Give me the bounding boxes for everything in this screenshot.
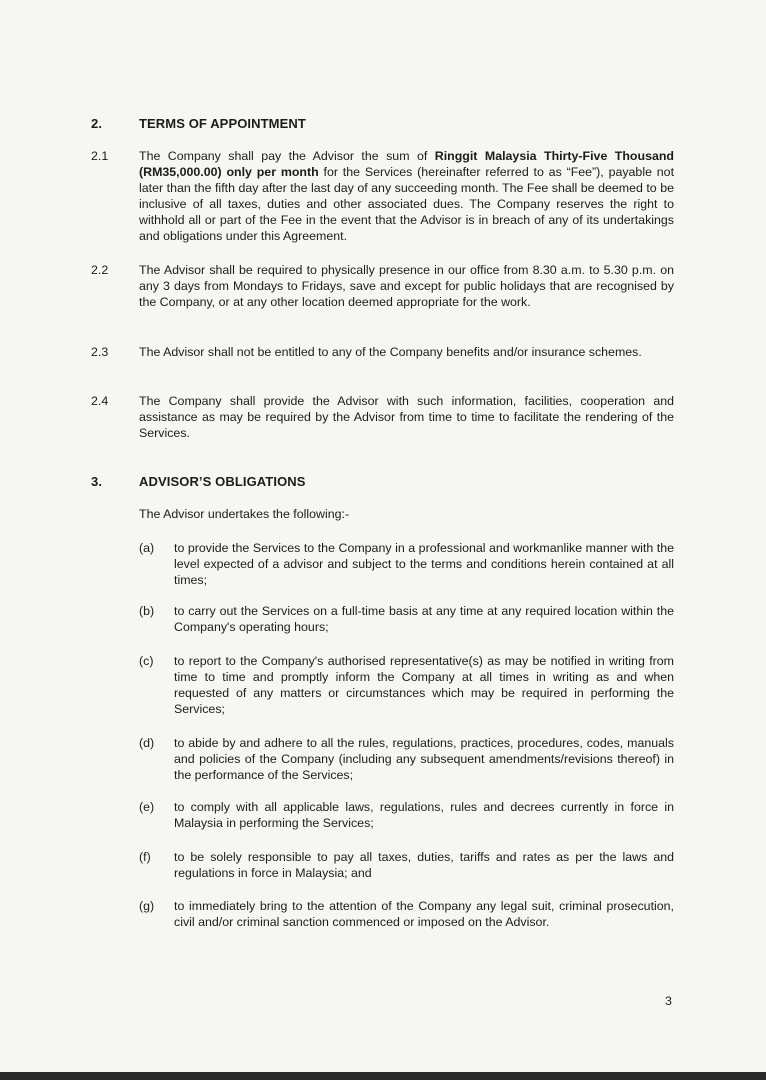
obligation-item-c xyxy=(139,653,674,717)
section-3-heading xyxy=(91,474,306,489)
item-label: (d) xyxy=(139,736,155,750)
obligation-item-f xyxy=(139,849,674,881)
section-3-intro: The Advisor undertakes the following:- xyxy=(139,507,350,521)
section-number: 3. xyxy=(91,474,103,489)
item-label: (c) xyxy=(139,654,154,668)
bottom-edge-bar xyxy=(0,1072,766,1080)
clause-number: 2.3 xyxy=(91,345,109,359)
section-2-heading xyxy=(91,116,306,131)
clause-text: The Company shall provide the Advisor with such information, facilities, cooperation and assistance as may be required by the Advisor from time to time to facilitate the rendering of the Services. xyxy=(139,394,674,440)
obligation-item-d xyxy=(139,735,674,783)
item-text: to comply with all applicable laws, regulations, rules and decrees currently in force in Malaysia in performing the Services; xyxy=(174,800,674,830)
section-title: TERMS OF APPOINTMENT xyxy=(139,116,306,131)
page-number: 3 xyxy=(665,994,672,1008)
clause-2-4 xyxy=(91,393,674,441)
item-text: to carry out the Services on a full-time basis at any time at any required location within the Company's operating hours; xyxy=(174,604,674,634)
obligation-item-a xyxy=(139,540,674,588)
item-label: (e) xyxy=(139,800,155,814)
item-label: (b) xyxy=(139,604,155,618)
clause-text: The Advisor shall not be entitled to any of the Company benefits and/or insurance schemes. xyxy=(139,345,642,359)
clause-text-part: The Company shall pay the Advisor the sum of xyxy=(139,149,435,163)
section-title: ADVISOR’S OBLIGATIONS xyxy=(139,474,306,489)
clause-number: 2.2 xyxy=(91,263,109,277)
item-label: (f) xyxy=(139,850,151,864)
item-text: to provide the Services to the Company in a professional and workmanlike manner with the level expected of a advisor and subject to the terms and conditions herein contained at all times; xyxy=(174,541,674,587)
item-text: to be solely responsible to pay all taxes, duties, tariffs and rates as per the laws and regulations in force in Malaysia; and xyxy=(174,850,674,880)
clause-text-part: for the Services (hereinafter referred to as “Fee”), payable not later than the fifth day after the last day of any succeeding month. The Fee shall be deemed to be inclusive of all taxes, duties and other associated dues. The Company reserves the right to withhold all or part of the Fee in the event that the Advisor is in breach of any of its undertakings and obligations under this Agreement. xyxy=(139,165,675,243)
item-label: (a) xyxy=(139,541,155,555)
clause-number: 2.1 xyxy=(91,149,109,163)
clause-2-1 xyxy=(91,148,674,244)
obligation-item-g xyxy=(139,898,674,930)
obligation-item-b xyxy=(139,603,674,635)
clause-2-3 xyxy=(91,344,674,360)
item-text: to abide by and adhere to all the rules, regulations, practices, procedures, codes, manuals and policies of the Company (including any subsequent amendments/revisions thereof) in the performance of the Services; xyxy=(174,736,674,782)
clause-number: 2.4 xyxy=(91,394,109,408)
item-text: to report to the Company's authorised representative(s) as may be notified in writing from time to time and promptly inform the Company at all times in writing as and when requested of any matters or circumstances which may be required in performing the Services; xyxy=(174,654,674,716)
clause-text xyxy=(139,148,674,244)
obligation-item-e xyxy=(139,799,674,831)
item-text: to immediately bring to the attention of the Company any legal suit, criminal prosecution, civil and/or criminal sanction commenced or imposed on the Advisor. xyxy=(174,899,674,929)
clause-2-2 xyxy=(91,262,674,310)
section-number: 2. xyxy=(91,116,103,131)
item-label: (g) xyxy=(139,899,155,913)
fee-amount: Ringgit Malaysia Thirty-Five Thousand (RM35,000.00) only per month xyxy=(139,149,674,179)
clause-text: The Advisor shall be required to physically presence in our office from 8.30 a.m. to 5.30 p.m. on any 3 days from Mondays to Fridays, save and except for public holidays that are recognised by the Company, or at any other location deemed appropriate for the work. xyxy=(139,263,674,309)
